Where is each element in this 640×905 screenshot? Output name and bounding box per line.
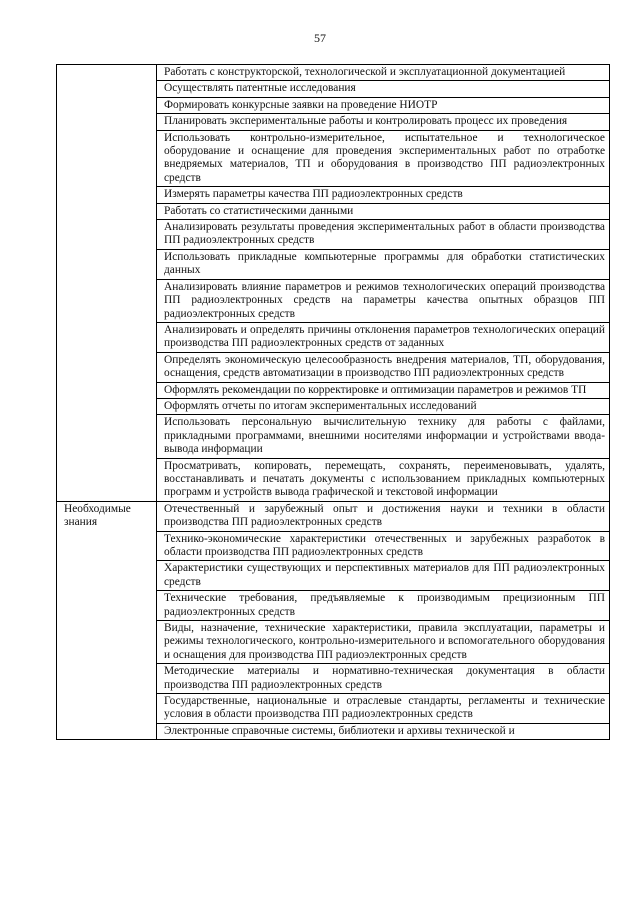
- item-cell: Использовать прикладные компьютерные программы для обработки статистических данных: [157, 249, 610, 279]
- item-cell: Виды, назначение, технические характеристики, правила эксплуатации, параметры и режимы технологического, контрольно-измерительного и вспомогательного оборудования и оснащения для производства ПП радиоэлектронных средств: [157, 621, 610, 664]
- item-cell: Оформлять рекомендации по корректировке и оптимизации параметров и режимов ТП: [157, 382, 610, 398]
- item-cell: Анализировать влияние параметров и режимов технологических операций производства ПП радиоэлектронных средств на параметры качества опытных образцов ПП радиоэлектронных средств: [157, 279, 610, 322]
- item-cell: Формировать конкурсные заявки на проведение НИОТР: [157, 97, 610, 113]
- item-cell: Государственные, национальные и отраслевые стандарты, регламенты и технические условия в области производства ПП радиоэлектронных средств: [157, 694, 610, 724]
- item-cell: Просматривать, копировать, перемещать, сохранять, переименовывать, удалять, восстанавливать и печатать документы с использованием прикладных компьютерных программ и устройств вывода графической и текстовой информации: [157, 458, 610, 501]
- item-cell: Характеристики существующих и перспективных материалов для ПП радиоэлектронных средств: [157, 561, 610, 591]
- item-cell: Анализировать результаты проведения экспериментальных работ в области производства ПП радиоэлектронных средств: [157, 220, 610, 250]
- skills-knowledge-table: [56, 64, 610, 740]
- item-cell: Определять экономическую целесообразность внедрения материалов, ТП, оборудования, оснащения, средств автоматизации в производство ПП радиоэлектронных средств: [157, 352, 610, 382]
- item-cell: Технические требования, предъявляемые к производимым прецизионным ПП радиоэлектронных средств: [157, 591, 610, 621]
- item-cell: Работать с конструкторской, технологической и эксплуатационной документацией: [157, 65, 610, 81]
- table-row: [57, 501, 610, 531]
- item-cell: Технико-экономические характеристики отечественных и зарубежных разработок в области производства ПП радиоэлектронных средств: [157, 531, 610, 561]
- item-cell: Планировать экспериментальные работы и контролировать процесс их проведения: [157, 114, 610, 130]
- item-cell: Работать со статистическими данными: [157, 203, 610, 219]
- category-cell: [57, 65, 157, 502]
- table-row: [57, 65, 610, 81]
- item-cell: Методические материалы и нормативно-техническая документация в области производства ПП радиоэлектронных средств: [157, 664, 610, 694]
- item-cell: Отечественный и зарубежный опыт и достижения науки и техники в области производства ПП радиоэлектронных средств: [157, 501, 610, 531]
- category-cell: Необходимые знания: [57, 501, 157, 740]
- page-number: 57: [314, 31, 326, 45]
- item-cell: Электронные справочные системы, библиотеки и архивы технической и: [157, 723, 610, 739]
- item-cell: Измерять параметры качества ПП радиоэлектронных средств: [157, 187, 610, 203]
- item-cell: Оформлять отчеты по итогам экспериментальных исследований: [157, 398, 610, 414]
- item-cell: Использовать контрольно-измерительное, испытательное и технологическое оборудование и оснащение для проведения экспериментальных работ по отработке внедряемых материалов, ТП и оборудования в производство ПП радиоэлектронных средств: [157, 130, 610, 187]
- item-cell: Использовать персональную вычислительную технику для работы с файлами, прикладными программами, внешними носителями информации и устройствами ввода-вывода информации: [157, 415, 610, 458]
- item-cell: Осуществлять патентные исследования: [157, 81, 610, 97]
- item-cell: Анализировать и определять причины отклонения параметров технологических операций производства ПП радиоэлектронных средств от заданных: [157, 322, 610, 352]
